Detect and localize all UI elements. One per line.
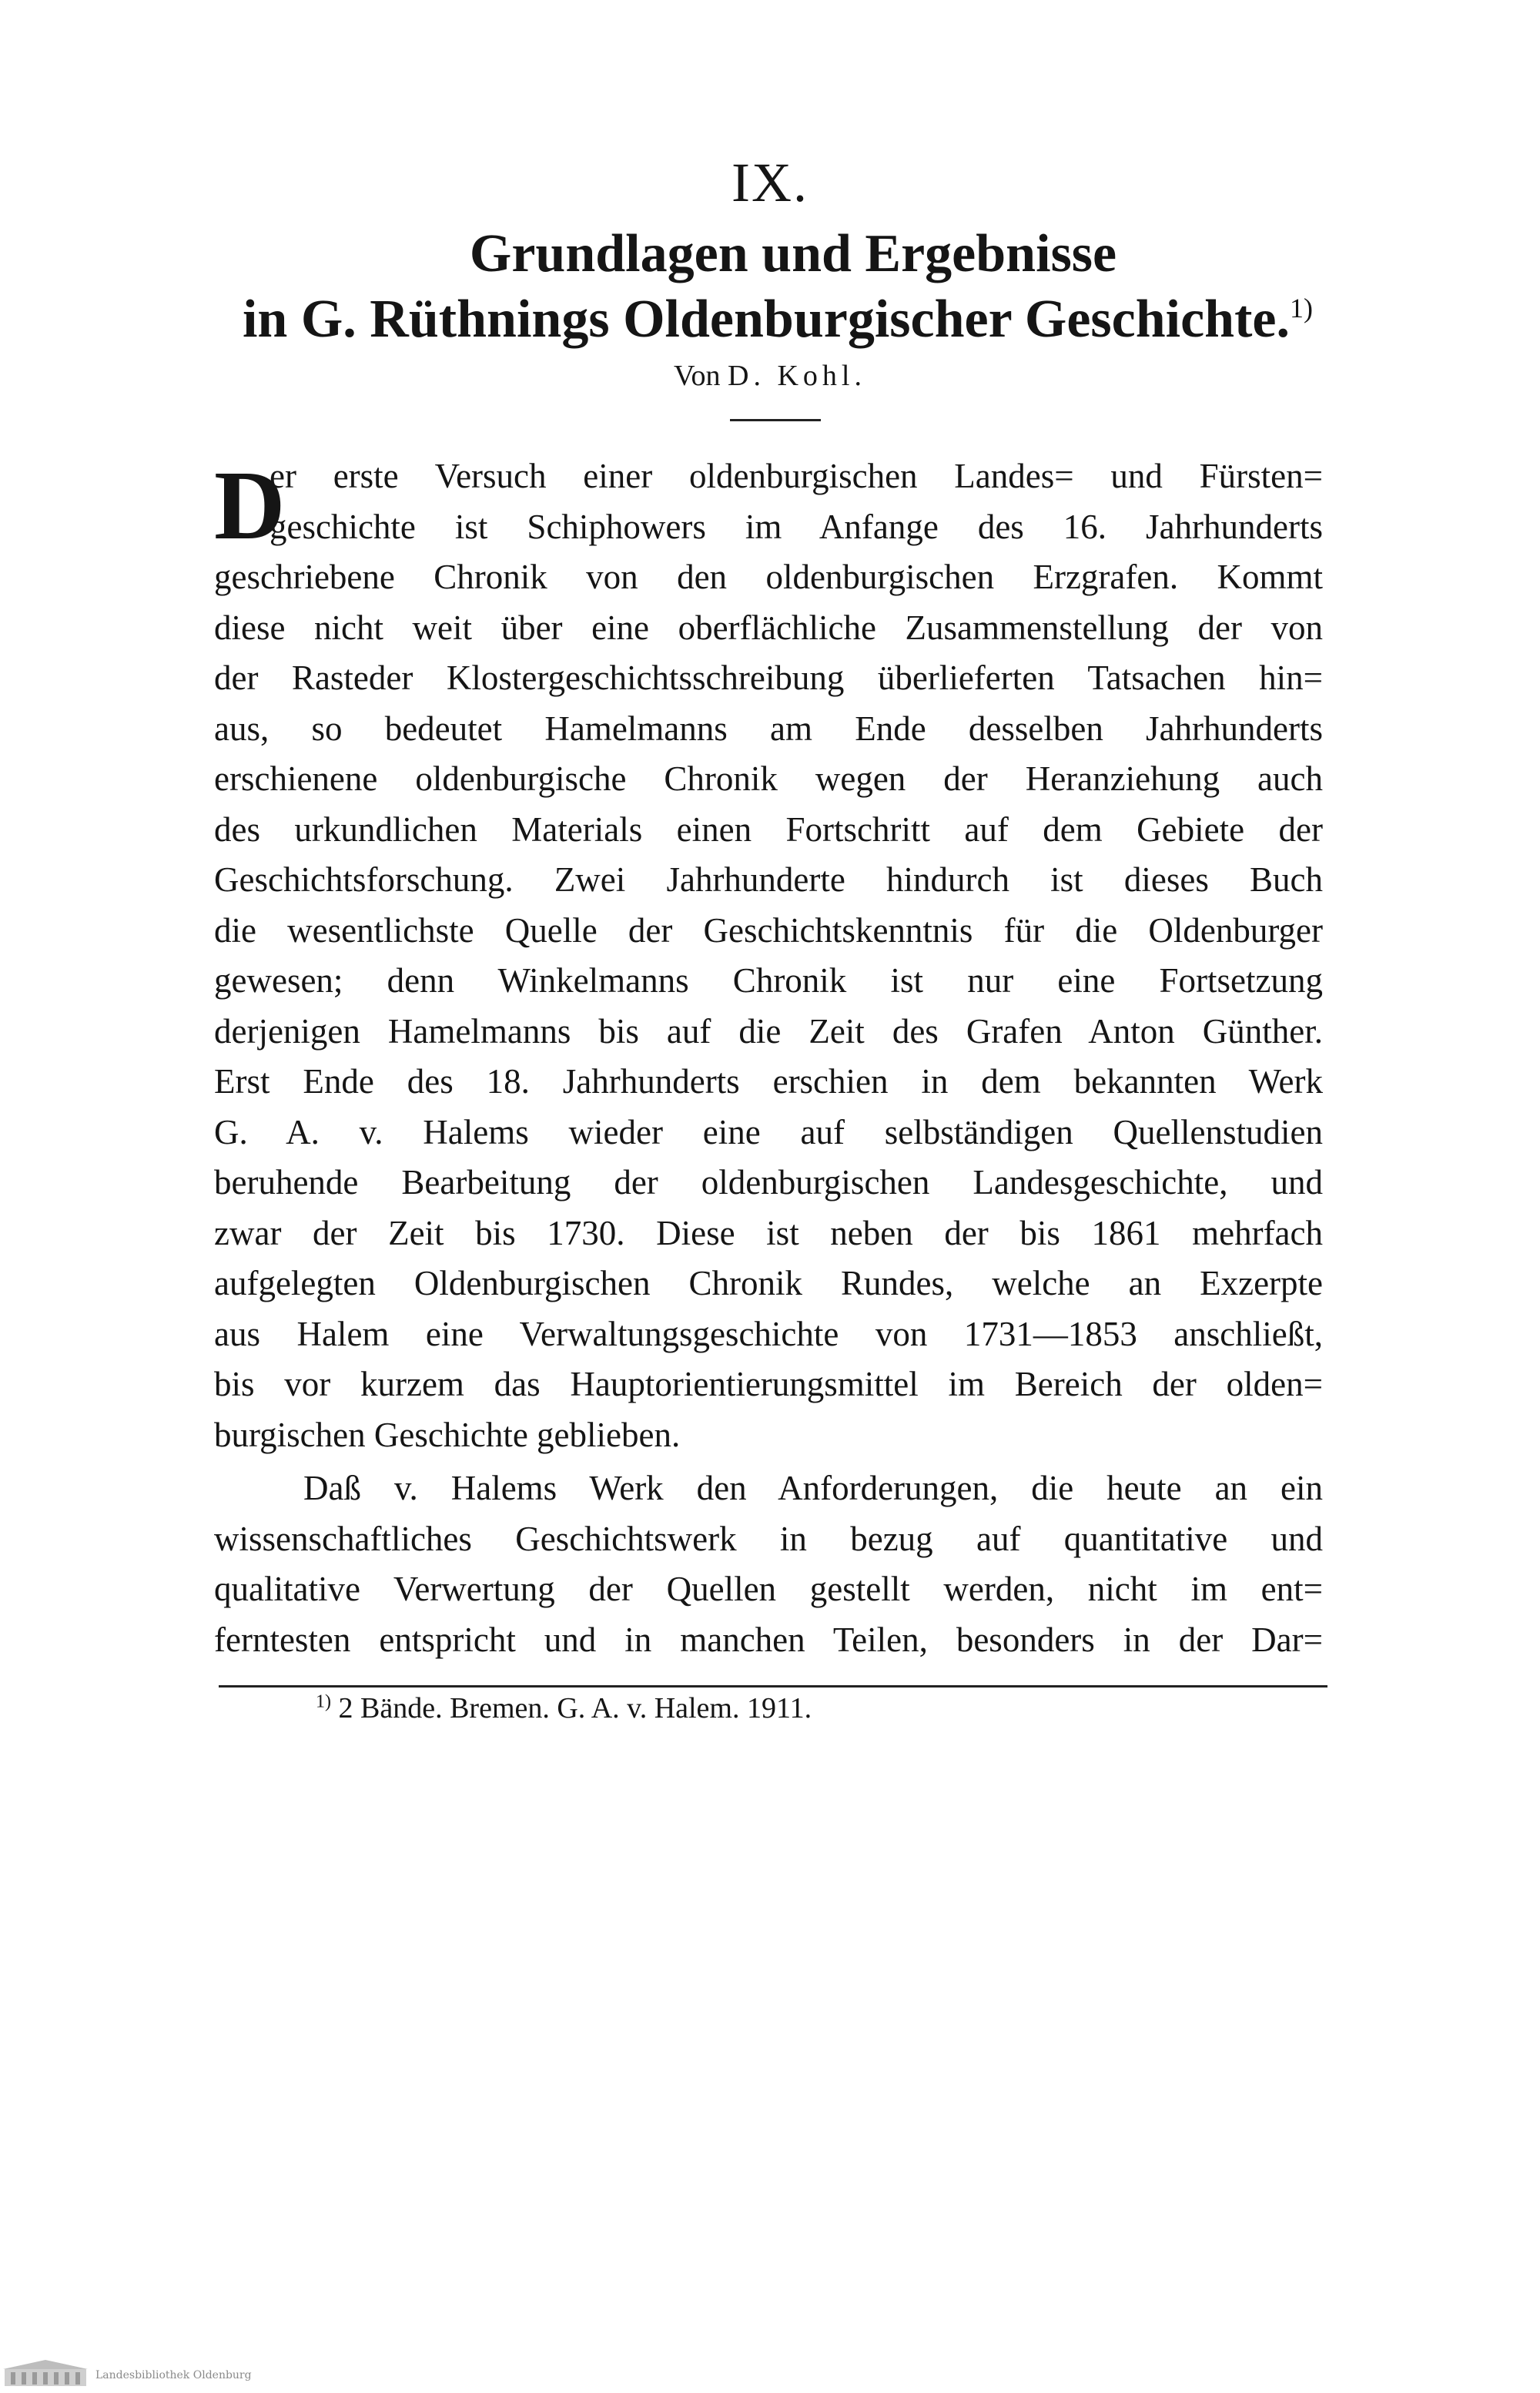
footnote	[316, 1691, 812, 1725]
text-line: geschichte ist Schiphowers im Anfange des 16. Jahrhunderts	[270, 507, 1323, 546]
text-line: der Rasteder Klostergeschichtsschreibung überlieferten Tatsachen hin=	[214, 659, 1323, 697]
text-line: Daß v. Halems Werk den Anforderungen, die heute an ein	[303, 1469, 1323, 1507]
text-line: diese nicht weit über eine oberflächliche Zusammenstellung der von	[214, 608, 1323, 647]
text-line: burgischen Geschichte geblieben.	[214, 1415, 681, 1454]
text-line: ferntesten entspricht und in manchen Teilen, besonders in der Dar=	[214, 1620, 1323, 1659]
text-line: derjenigen Hamelmanns bis auf die Zeit des Grafen Anton Günther.	[214, 1011, 1323, 1051]
text-line: Erst Ende des 18. Jahrhunderts erschien in dem bekannten Werk	[214, 1062, 1323, 1101]
footnote-marker: 1)	[316, 1691, 331, 1712]
byline-author: D. Kohl.	[728, 360, 866, 392]
text-line: gewesen; denn Winkelmanns Chronik ist nur eine Fortsetzung	[214, 961, 1323, 1000]
text-line: aus, so bedeutet Hamelmanns am Ende desselben Jahrhunderts	[214, 709, 1323, 748]
footnote-separator-rule	[219, 1685, 1327, 1688]
chapter-title-line-2	[8, 289, 1540, 350]
title-footnote-marker[interactable]: 1)	[1290, 293, 1313, 323]
byline-prefix: Von	[674, 360, 721, 392]
text-line: des urkundlichen Materials einen Fortschritt auf dem Gebiete der	[214, 809, 1323, 849]
chapter-number: IX.	[732, 152, 808, 213]
text-line: wissenschaftliches Geschichtswerk in bezug auf quantitative und	[214, 1519, 1323, 1558]
text-line: bis vor kurzem das Hauptorientierungsmittel im Bereich der olden=	[214, 1365, 1323, 1403]
paragraph-1	[214, 451, 1323, 1460]
text-line: er erste Versuch einer oldenburgischen Landes= und Fürsten=	[270, 457, 1323, 495]
text-line: G. A. v. Halems wieder eine auf selbständigen Quellenstudien	[214, 1112, 1323, 1151]
text-line: qualitative Verwertung der Quellen gestellt werden, nicht im ent=	[214, 1570, 1323, 1608]
chapter-title-text: in G. Rüthnings Oldenburgischer Geschichte.	[242, 290, 1290, 349]
drop-cap: D	[214, 451, 286, 560]
text-line: aus Halem eine Verwaltungsgeschichte von 1731—1853 anschließt,	[214, 1314, 1323, 1353]
text-line: beruhende Bearbeitung der oldenburgischen Landesgeschichte, und	[214, 1163, 1323, 1202]
text-line: aufgelegten Oldenburgischen Chronik Rundes, welche an Exzerpte	[214, 1264, 1323, 1302]
author-byline	[0, 359, 1540, 393]
library-watermark-label: Landesbibliothek Oldenburg	[95, 2369, 252, 2381]
text-line: erschienene oldenburgische Chronik wegen der Heranziehung auch	[214, 759, 1323, 798]
text-line: geschriebene Chronik von den oldenburgischen Erzgrafen. Kommt	[214, 558, 1323, 596]
text-line: Geschichtsforschung. Zwei Jahrhunderte hindurch ist dieses Buch	[214, 860, 1323, 899]
footnote-text: 2 Bände. Bremen. G. A. v. Halem. 1911.	[338, 1692, 812, 1724]
paragraph-2	[214, 1463, 1323, 1665]
chapter-title-line-1: Grundlagen und Ergebnisse	[469, 224, 1117, 283]
text-line: die wesentlichste Quelle der Geschichtskenntnis für die Oldenburger	[214, 910, 1323, 950]
title-separator-rule	[730, 419, 821, 421]
text-line: zwar der Zeit bis 1730. Diese ist neben der bis 1861 mehrfach	[214, 1213, 1323, 1252]
library-building-icon	[3, 2358, 88, 2388]
